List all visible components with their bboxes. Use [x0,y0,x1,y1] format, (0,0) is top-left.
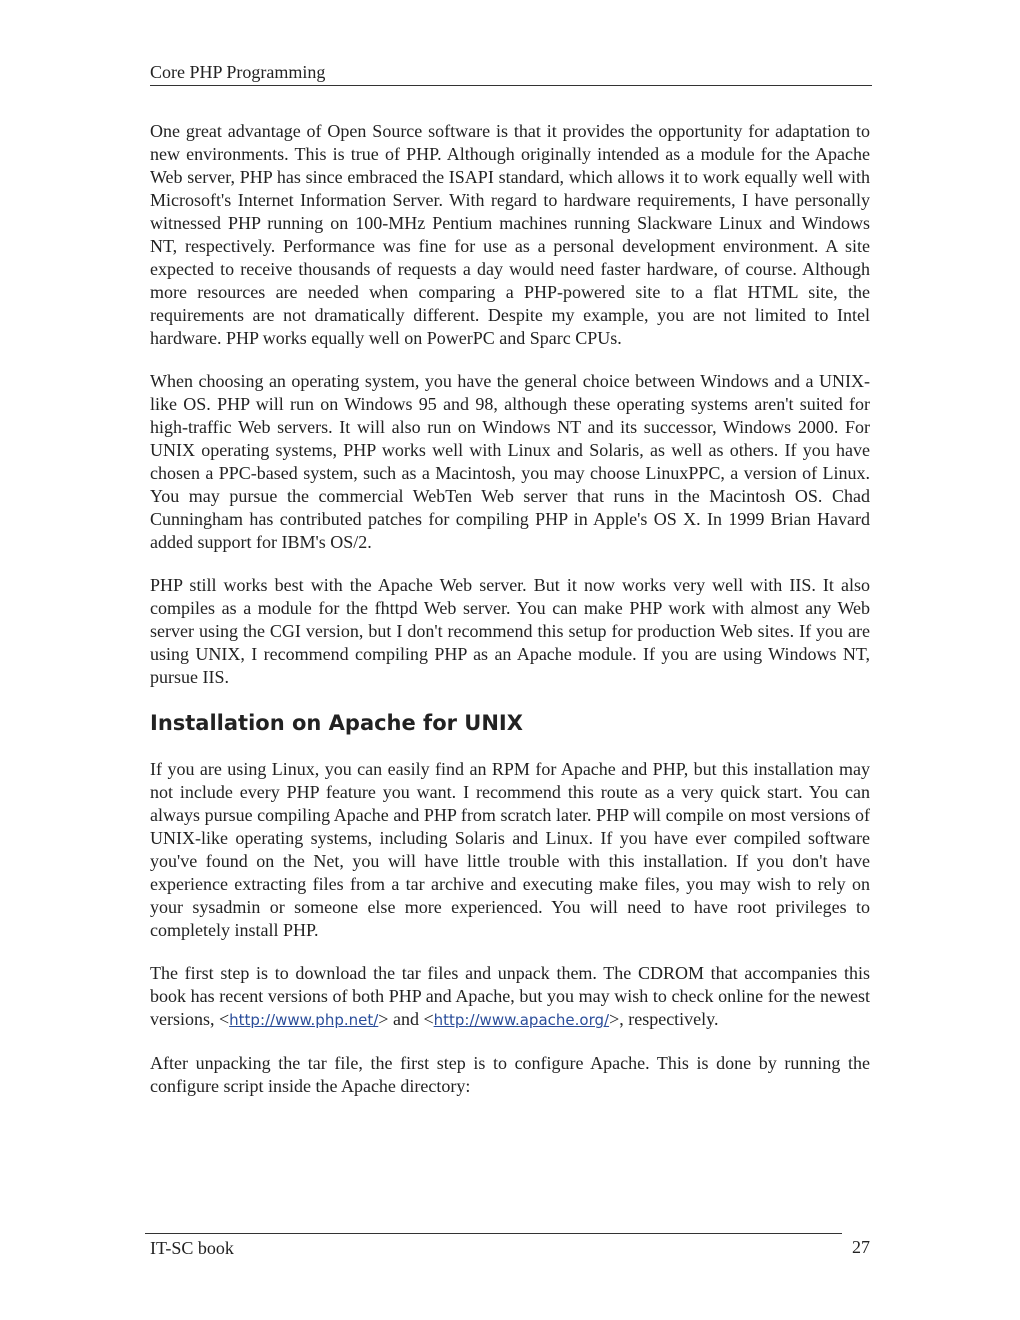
paragraph-download-text-middle: > and < [378,1009,434,1029]
footer-divider [145,1233,842,1234]
page-body [150,120,870,1118]
apache-link[interactable]: http://www.apache.org/ [433,1011,610,1029]
paragraph-operating-system: When choosing an operating system, you have the general choice between Windows and a UNIX-like OS. PHP will run on Windows 95 and 98, although these operating systems aren't suited for high-traffic Web servers. It will also run on Windows NT and its successor, Windows 2000. For UNIX operating systems, PHP works well with Linux and Solaris, as well as others. If you have chosen a PPC-based system, such as a Macintosh, you may choose LinuxPPC, a version of Linux. You may pursue the commercial WebTen Web server that runs in the Macintosh OS. Chad Cunningham has contributed patches for compiling PHP in Apple's OS X. In 1999 Brian Havard added support for IBM's OS/2. [150,371,870,552]
paragraph-download [150,962,870,1032]
paragraph-open-source: One great advantage of Open Source software is that it provides the opportunity for adaptation to new environments. This is true of PHP. Although originally intended as a module for the Apache Web server, PHP has since embraced the ISAPI standard, which allows it to work equally well with Microsoft's Internet Information Server. With regard to hardware requirements, I have personally witnessed PHP running on 100-MHz Pentium machines running Slackware Linux and Windows NT, respectively. Performance was fine for use as a personal development environment. A site expected to receive thousands of requests a day would need faster hardware, of course. Although more resources are needed when comparing a PHP-powered site to a flat HTML site, the requirements are not dramatically different. Despite my example, you are not limited to Intel hardware. PHP works equally well on PowerPC and Sparc CPUs. [150,121,870,348]
php-link[interactable]: http://www.php.net/ [229,1011,379,1029]
section-heading: Installation on Apache for UNIX [150,711,523,735]
footer-source: IT-SC book [150,1238,234,1258]
paragraph-download-text-end: >, respectively. [609,1009,719,1029]
paragraph-linux-rpm: If you are using Linux, you can easily find an RPM for Apache and PHP, but this installation may not include every PHP feature you want. I recommend this route as a very quick start. You can always pursue compiling Apache and PHP from scratch later. PHP will compile on most versions of UNIX-like operating systems, including Solaris and Linux. If you have ever compiled software you've found on the Net, you will have little trouble with this installation. If you don't have experience extracting files from a tar archive and executing make files, you may wish to rely on your sysadmin or someone else more experienced. You will need to have root privileges to completely install PHP. [150,759,870,940]
paragraph-web-server: PHP still works best with the Apache Web server. But it now works very well with IIS. It also compiles as a module for the fhttpd Web server. You can make PHP work with almost any Web server using the CGI version, but I don't recommend this setup for production Web sites. If you are using UNIX, I recommend compiling PHP as an Apache module. If you are using Windows NT, pursue IIS. [150,575,870,687]
running-header: Core PHP Programming [150,61,872,86]
page-number: 27 [852,1237,870,1257]
paragraph-configure: After unpacking the tar file, the first step is to configure Apache. This is done by running the configure script inside the Apache directory: [150,1053,870,1096]
paragraph-download-text-start: The first step is to download the tar files and unpack them. The CDROM that accompanies this book has recent versions of both PHP and Apache, but you may wish to check online for the newest versions, < [150,963,870,1029]
